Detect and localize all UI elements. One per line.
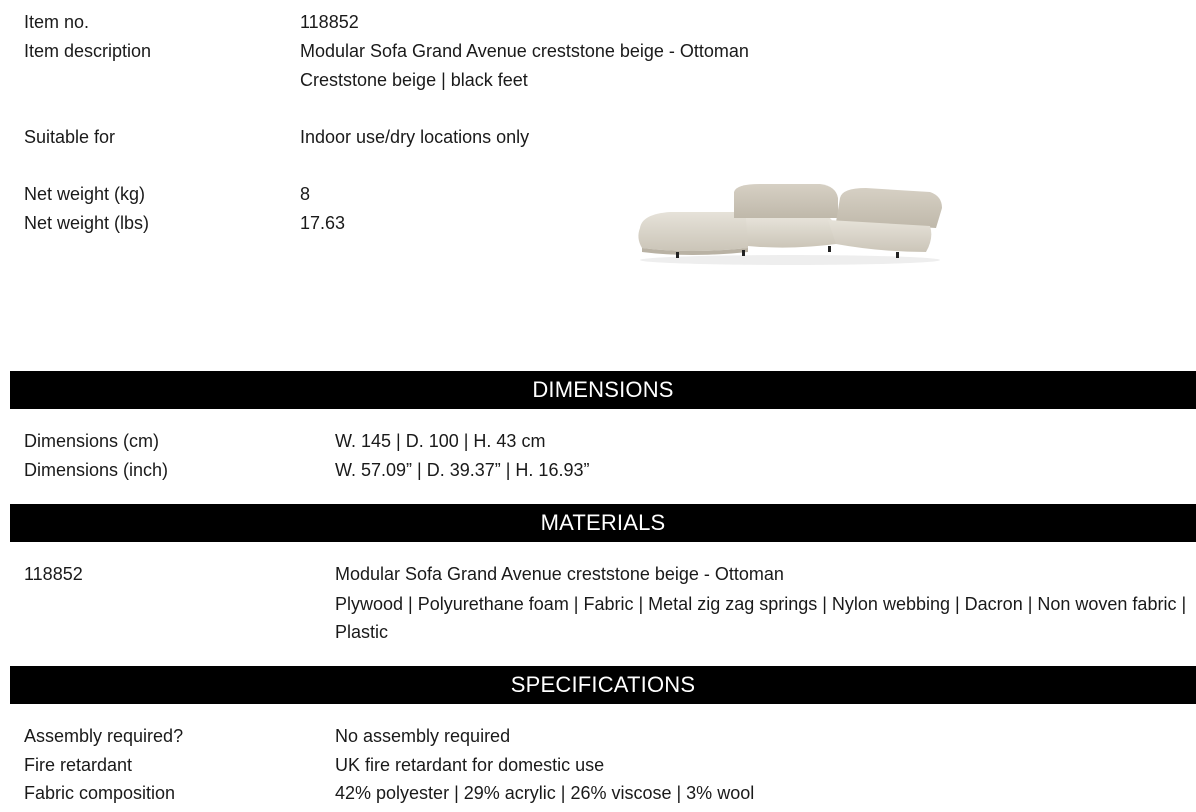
dimensions-heading: DIMENSIONS (532, 377, 674, 402)
dimensions-inch-value: W. 57.09” | D. 39.37” | H. 16.93” (335, 460, 590, 480)
item-no-label: Item no. (24, 12, 90, 32)
item-description-line1: Modular Sofa Grand Avenue creststone beige - Ottoman (300, 41, 749, 61)
dimensions-inch-label: Dimensions (inch) (24, 460, 169, 480)
fabric-composition-value: 42% polyester | 29% acrylic | 26% viscose | 3% wool (335, 783, 755, 803)
materials-section-header (10, 504, 1196, 542)
suitable-for-label: Suitable for (24, 127, 116, 147)
item-description-line2: Creststone beige | black feet (300, 70, 528, 90)
net-weight-lbs-value: 17.63 (300, 213, 346, 233)
fire-retardant-label: Fire retardant (24, 755, 133, 775)
assembly-required-value: No assembly required (335, 726, 511, 746)
dimensions-section-header (10, 371, 1196, 409)
suitable-for-value: Indoor use/dry locations only (300, 127, 530, 147)
materials-item-code: 118852 (24, 564, 83, 584)
dimensions-cm-value: W. 145 | D. 100 | H. 43 cm (335, 431, 546, 451)
net-weight-kg-value: 8 (300, 184, 311, 204)
dimensions-cm-label: Dimensions (cm) (24, 431, 160, 451)
net-weight-kg-label: Net weight (kg) (24, 184, 146, 204)
assembly-required-label: Assembly required? (24, 726, 184, 746)
item-no-value: 118852 (300, 12, 359, 32)
item-description-label: Item description (24, 41, 152, 61)
specifications-section-header (10, 666, 1196, 704)
fabric-composition-label: Fabric composition (24, 783, 176, 803)
net-weight-lbs-label: Net weight (lbs) (24, 213, 150, 233)
materials-item-name: Modular Sofa Grand Avenue creststone beige - Ottoman (335, 564, 784, 584)
materials-list: Plywood | Polyurethane foam | Fabric | Metal zig zag springs | Nylon webbing | Dacron | Non woven fabric | Plastic (335, 594, 1187, 642)
product-image (630, 178, 950, 268)
fire-retardant-value: UK fire retardant for domestic use (335, 755, 605, 775)
specifications-heading: SPECIFICATIONS (510, 672, 696, 697)
materials-heading: MATERIALS (540, 510, 666, 535)
